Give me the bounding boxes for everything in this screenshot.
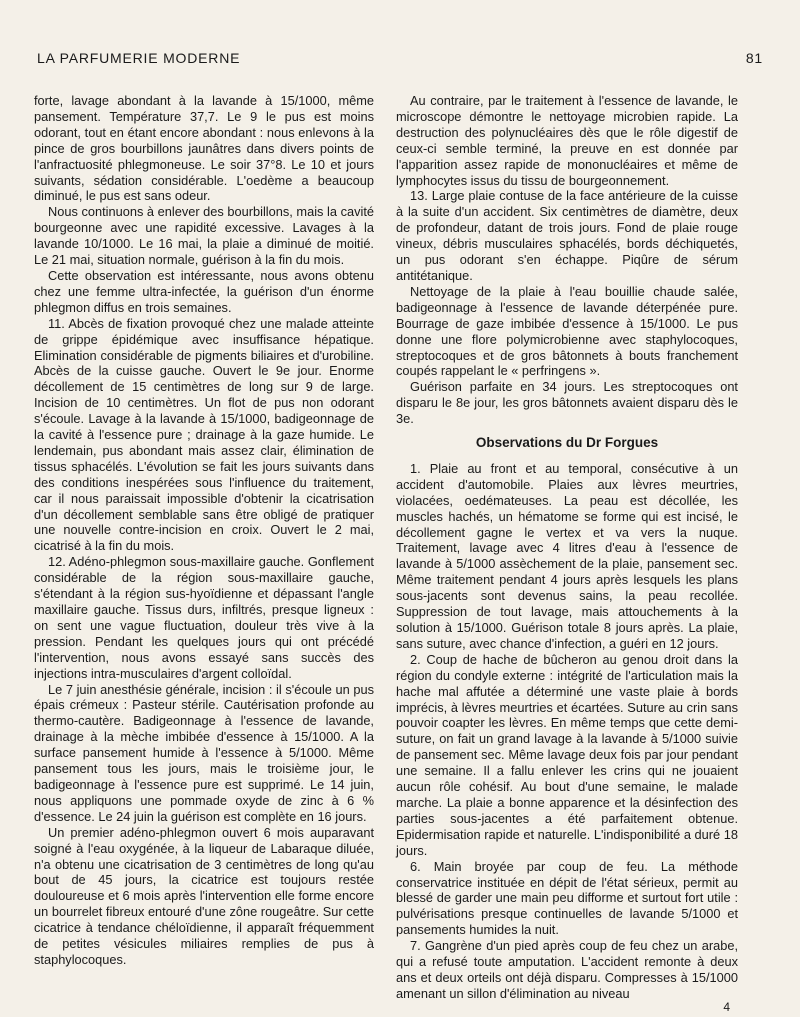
paragraph: 2. Coup de hache de bûcheron au genou droit dans la région du condyle externe : intégrité de l'articulation mais la hache mal affutée a déterminé une vaste plaie à bords imprécis, à lèvres meurtries et écartées. Suture au crin sans pouvoir coapter les lèvres. En même temps que cette demi-suture, on fait un grand lavage à la lavande à 5/1000 suivie de pansement sec. Même lavage deux fois par jour pendant une semaine. Il a fallu enlever les crins qui ne jouaient aucun rôle cohésif. Au bout d'une semaine, le malade marche. La plaie a bonne apparence et la désinfection des parties sous-jacentes a été parfaitement obtenue. Epidermisation rapide et naturelle. L'indisponibilité a duré 18 jours. xyxy=(396,651,738,858)
paragraph: 1. Plaie au front et au temporal, consécutive à un accident d'automobile. Plaies aux lèvres meurtries, violacées, oedémateuses. La peau est décollée, les muscles hachés, un hématome se forme qui est incisé, le décollement gagne le vertex et va vers la nuque. Traitement, lavage avec 4 litres d'eau à l'essence de lavande à 5/1000 assèchement de la plaie, pansement sec. Même traitement pendant 4 jours après lesquels les plans sous-jacents sont devenus sains, la peau recollée. Suppression de tout lavage, mais attouchements à la solution à 15/1000. Guérison totale 8 jours après. La plaie, sans suture, avec chance d'infection, a guéri en 12 jours. xyxy=(396,460,738,651)
right-column xyxy=(396,93,738,1002)
paragraph: Au contraire, par le traitement à l'essence de lavande, le microscope démontre le nettoyage microbien rapide. La destruction des polynucléaires dès que le rôle digestif de ceux-ci semble terminé, la preuve en est donnée par l'apparition assez rapide de mononucléaires et même de lymphocytes issus du tissu de bourgeonnement. xyxy=(396,93,738,188)
paragraph: 11. Abcès de fixation provoqué chez une malade atteinte de grippe épidémique avec insuffisance hépatique. Elimination considérable de pigments biliaires et d'urobiline. Abcès de la cuisse gauche. Ouvert le 9e jour. Enorme décollement de 15 centimètres de long sur 9 de large. Incision de 10 centimètres. Un flot de pus non odorant s'écoule. Lavage à la lavande à 15/1000, badigeonnage de la cavité à l'essence pure ; drainage à la gaze humide. Le lendemain, pus abondant mais assez clair, élimination de tissus sphacélés. L'évolution se fait les jours suivants dans des conditions inespérées sous l'influence du traitement, car il nous paraissait impossible d'obtenir la cicatrisation d'un décollement semblable sans être obligé de pratiquer une nouvelle contre-incision en croix. Ouvert le 2 mai, cicatrisé à la fin du mois. xyxy=(34,315,374,554)
running-header xyxy=(37,50,763,66)
paragraph: forte, lavage abondant à la lavande à 15/1000, même pansement. Température 37,7. Le 9 le pus est moins odorant, tout en étant encore abondant : nous enlevons à la pince de gros bourbillons jaunâtres dans divers points de l'anfractuosité phlegmoneuse. Le soir 37°8. Le 10 et jours suivants, sédation considérable. L'oedème a beaucoup diminué, le pus est sans odeur. xyxy=(34,93,374,204)
paragraph: Un premier adéno-phlegmon ouvert 6 mois auparavant soigné à l'eau oxygénée, à la liqueur de Labaraque diluée, n'a obtenu une cicatrisation de 3 centimètres de long qu'au bout de 45 jours, la cicatrice est toujours restée douloureuse et 6 mois après l'intervention elle forme encore un bourrelet fibreux entouré d'une zône rougeâtre. Sur cette cicatrice à tendance chéloïdienne, il apparaît fréquemment de petites vésicules miliaires remplies de pus à staphylocoques. xyxy=(34,824,374,967)
right-column-lower xyxy=(396,461,738,1002)
paragraph: Cette observation est intéressante, nous avons obtenu chez une femme ultra-infectée, la guérison d'un énorme phlegmon diffus en trois semaines. xyxy=(34,267,374,315)
paragraph: Le 7 juin anesthésie générale, incision : il s'écoule un pus épais crémeux : Pasteur stérile. Cautérisation profonde au thermo-cautère. Badigeonnage à l'essence de lavande, drainage à la mèche imbibée d'essence à 15/1000. A la surface pansement humide à l'essence à 5/1000. Même pansement tous les jours, mais le troisième jour, le badigeonnage à l'essence pure est supprimé. Le 14 juin, nous appliquons une pommade oxyde de zinc à 6 % d'essence. Le 24 juin la guérison est complète en 16 jours. xyxy=(34,681,374,824)
paragraph: 13. Large plaie contuse de la face antérieure de la cuisse à la suite d'un accident. Six centimètres de diamètre, deux de profondeur, datant de trois jours. Fond de plaie rouge vineux, débris musculaires sphacélés, bords déchiquetés, un pus odorant s'en échappe. Piqûre de sérum antitétanique. xyxy=(396,188,738,283)
footer-mark: 4 xyxy=(723,1000,730,1014)
paragraph: 6. Main broyée par coup de feu. La méthode conservatrice instituée en dépit de l'état sérieux, permit au blessé de garder une main peu difforme et surtout fort utile : pulvérisations presque continuelles de lavande 5/1000 et pansements humides la nuit. xyxy=(396,858,738,938)
paragraph: 7. Gangrène d'un pied après coup de feu chez un arabe, qui a refusé toute amputation. L'accident remonte à deux ans et deux orteils ont déjà disparu. Compresses à 15/1000 amenant un sillon d'élimination au niveau xyxy=(396,938,738,1001)
section-title: Observations du Dr Forgues xyxy=(475,435,659,451)
left-column xyxy=(34,93,374,968)
paragraph: 12. Adéno-phlegmon sous-maxillaire gauche. Gonflement considérable de la région sous-maxillaire gauche, s'étendant à la région sus-hyoïdienne et dépassant l'angle maxillaire gauche. Tissus durs, infiltrés, presque ligneux : on sent une vague fluctuation, douleur très vive à la pression. Pendant les quelques jours qui ont précédé l'intervention, nous avons essayé sans succès des injections intra-musculaires d'argent colloïdal. xyxy=(34,554,374,681)
running-title: LA PARFUMERIE MODERNE xyxy=(37,50,241,66)
paragraph: Guérison parfaite en 34 jours. Les streptocoques ont disparu le 8e jour, les gros bâtonnets avaient disparu dès le 3e. xyxy=(396,379,738,427)
paragraph: Nous continuons à enlever des bourbillons, mais la cavité bourgeonne avec une rapidité excessive. Lavages à la lavande 10/1000. Le 16 mai, la plaie a diminué de moitié. Le 21 mai, situation normale, guérison à la fin du mois. xyxy=(34,204,374,268)
page-number: 81 xyxy=(745,50,763,66)
paragraph: Nettoyage de la plaie à l'eau bouillie chaude salée, badigeonnage à l'essence de lavande déterpénée pure. Bourrage de gaze imbibée d'essence à 15/1000. Le pus donne une flore polymicrobienne avec staphylocoques, streptocoques et de gros bâtonnets à bouts franchement coupés rappelant le « perfringens ». xyxy=(396,283,738,379)
right-column-upper xyxy=(396,93,738,427)
